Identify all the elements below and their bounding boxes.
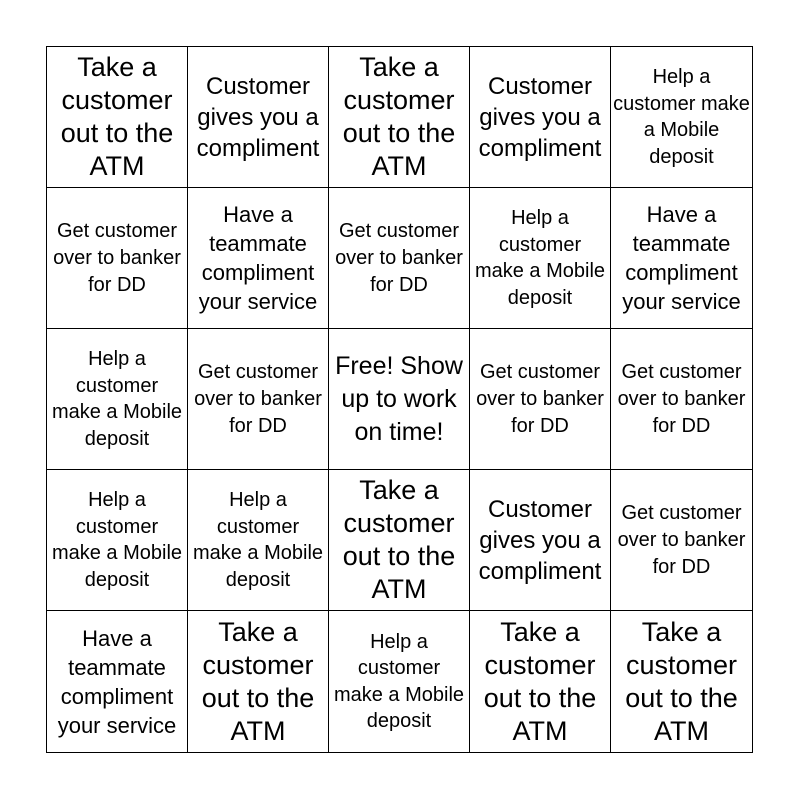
cell-text: Customer gives you a compliment	[478, 495, 602, 585]
cell-text: Have a teammate compliment your service	[198, 202, 318, 314]
cell-text: Take a customer out to the ATM	[625, 616, 738, 746]
bingo-cell-r5-c1[interactable]	[47, 611, 188, 752]
bingo-cell-r2-c1[interactable]	[47, 188, 188, 329]
cell-text: Get customer over to banker for DD	[194, 360, 322, 437]
bingo-cell-r2-c3[interactable]	[329, 188, 470, 329]
bingo-cell-r4-c3[interactable]	[329, 470, 470, 611]
bingo-cell-r1-c2[interactable]	[188, 47, 329, 188]
cell-text: Help a customer make a Mobile deposit	[333, 630, 465, 732]
cell-text: Take a customer out to the ATM	[483, 616, 597, 746]
cell-text: Help a customer make a Mobile deposit	[192, 489, 324, 591]
bingo-cell-r2-c4[interactable]	[470, 188, 611, 329]
cell-text: Get customer over to banker for DD	[617, 501, 746, 578]
cell-text: Have a teammate compliment your service	[622, 202, 741, 314]
cell-text: Take a customer out to the ATM	[342, 475, 456, 604]
bingo-free-space[interactable]	[329, 329, 470, 470]
bingo-cell-r1-c5[interactable]	[611, 47, 752, 188]
cell-text: Free! Show up to work on time!	[335, 351, 463, 446]
bingo-cell-r5-c3[interactable]	[329, 611, 470, 752]
bingo-board	[46, 46, 753, 753]
cell-text: Take a customer out to the ATM	[342, 52, 456, 181]
cell-text: Help a customer make a Mobile deposit	[51, 489, 183, 591]
cell-text: Have a teammate compliment your service	[57, 625, 177, 738]
cell-text: Get customer over to banker for DD	[335, 219, 463, 296]
bingo-cell-r3-c5[interactable]	[611, 329, 752, 470]
cell-text: Get customer over to banker for DD	[476, 360, 604, 437]
bingo-cell-r1-c1[interactable]	[47, 47, 188, 188]
cell-text: Customer gives you a compliment	[196, 72, 320, 162]
bingo-cell-r4-c5[interactable]	[611, 470, 752, 611]
bingo-cell-r4-c4[interactable]	[470, 470, 611, 611]
cell-text: Get customer over to banker for DD	[53, 219, 181, 296]
bingo-cell-r1-c3[interactable]	[329, 47, 470, 188]
bingo-cell-r4-c2[interactable]	[188, 470, 329, 611]
cell-text: Help a customer make a Mobile deposit	[51, 348, 183, 450]
bingo-cell-r5-c5[interactable]	[611, 611, 752, 752]
cell-text: Help a customer make a Mobile deposit	[613, 66, 750, 168]
bingo-cell-r2-c2[interactable]	[188, 188, 329, 329]
cell-text: Get customer over to banker for DD	[617, 360, 746, 437]
bingo-cell-r3-c4[interactable]	[470, 329, 611, 470]
bingo-cell-r2-c5[interactable]	[611, 188, 752, 329]
cell-text: Take a customer out to the ATM	[60, 52, 174, 181]
cell-text: Take a customer out to the ATM	[201, 616, 315, 746]
bingo-cell-r3-c1[interactable]	[47, 329, 188, 470]
bingo-cell-r4-c1[interactable]	[47, 470, 188, 611]
bingo-cell-r3-c2[interactable]	[188, 329, 329, 470]
cell-text: Customer gives you a compliment	[478, 72, 602, 162]
bingo-cell-r5-c4[interactable]	[470, 611, 611, 752]
bingo-cell-r5-c2[interactable]	[188, 611, 329, 752]
bingo-cell-r1-c4[interactable]	[470, 47, 611, 188]
cell-text: Help a customer make a Mobile deposit	[474, 207, 606, 309]
